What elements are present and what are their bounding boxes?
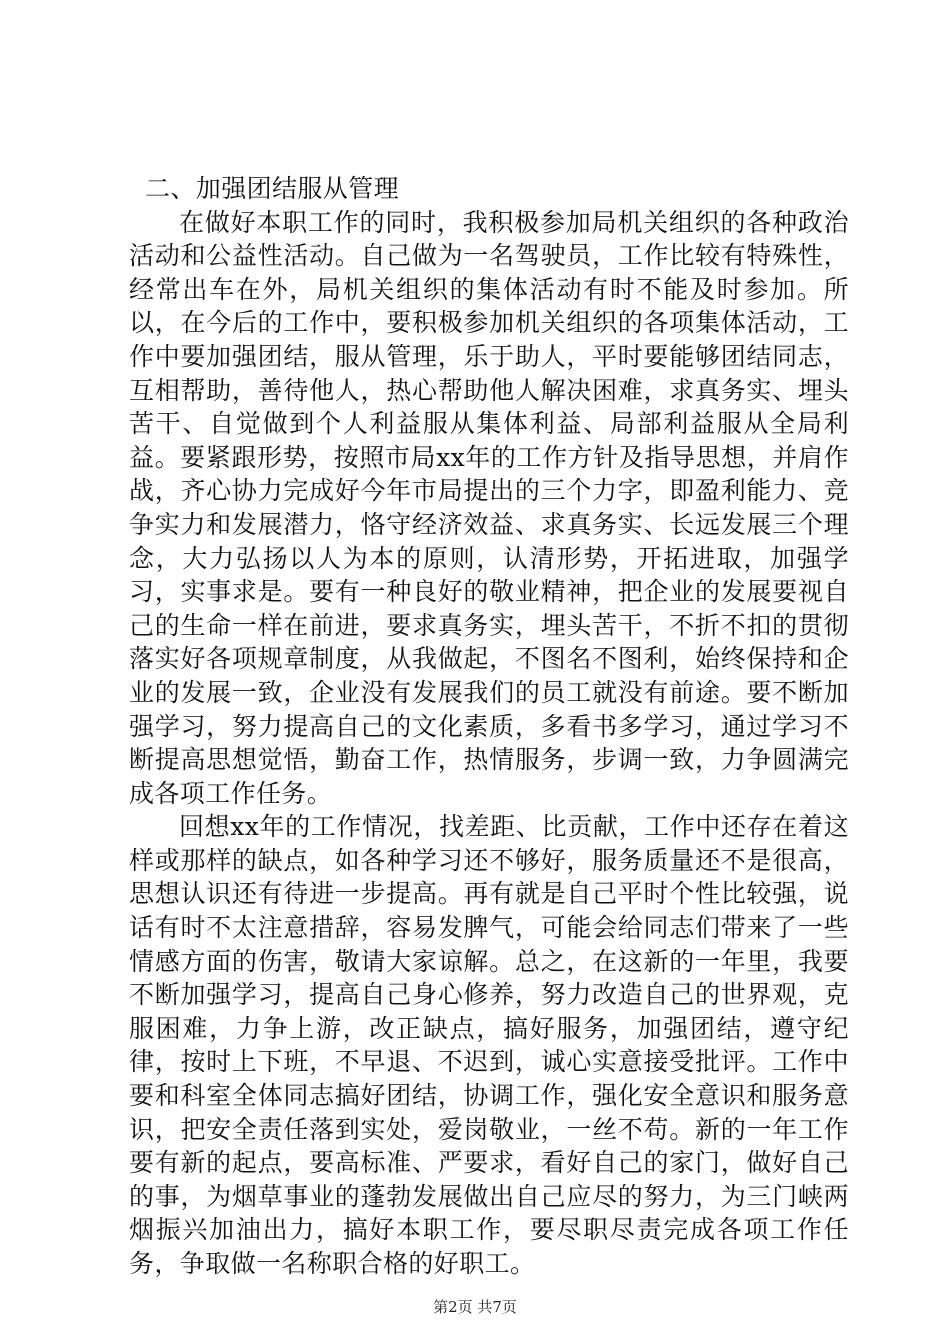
section-heading: 二、加强团结服从管理 (145, 174, 400, 203)
body-paragraph-1: 在做好本职工作的同时，我积极参加局机关组织的各种政治活动和公益性活动。自己做为一名驾驶员，工作比较有特殊性，经常出车在外，局机关组织的集体活动有时不能及时参加。所以，在今后的工作中，要积极参加机关组织的各项集体活动，工作中要加强团结，服从管理，乐于助人，平时要能够团结同志，互相帮助，善待他人，热心帮助他人解决困难，求真务实、埋头苦干、自觉做到个人利益服从集体利益、局部利益服从全局利益。要紧跟形势，按照市局xx年的工作方针及指导思想，并肩作战，齐心协力完成好今年市局提出的三个力字，即盈利能力、竞争实力和发展潜力，恪守经济效益、求真务实、长远发展三个理念，大力弘扬以人为本的原则，认清形势，开拓进取，加强学习，实事求是。要有一种良好的敬业精神，把企业的发展要视自己的生命一样在前进，要求真务实，埋头苦干，不折不扣的贯彻落实好各项规章制度，从我做起，不图名不图利，始终保持和企业的发展一致，企业没有发展我们的员工就没有前途。要不断加强学习，努力提高自己的文化素质，多看书多学习，通过学习不断提高思想觉悟，勤奋工作，热情服务，步调一致，力争圆满完成各项工作任务。 (129, 207, 849, 808)
document-body (129, 172, 849, 1281)
page-number-footer: 第2页 共7页 (433, 1298, 517, 1316)
body-paragraph-2: 回想xx年的工作情况，找差距、比贡献，工作中还存在着这样或那样的缺点，如各种学习还不够好，服务质量还不是很高，思想认识还有待进一步提高。再有就是自己平时个性比较强，说话有时不太注意措辞，容易发脾气，可能会给同志们带来了一些情感方面的伤害，敬请大家谅解。总之，在这新的一年里，我要不断加强学习，提高自己身心修养，努力改造自己的世界观，克服困难，力争上游，改正缺点，搞好服务，加强团结，遵守纪律，按时上下班，不早退、不迟到，诚心实意接受批评。工作中要和科室全体同志搞好团结，协调工作，强化安全意识和服务意识，把安全责任落到实处，爱岗敬业，一丝不苟。新的一年工作要有新的起点，要高标准、严要求，看好自己的家门，做好自己的事，为烟草事业的蓬勃发展做出自己应尽的努力，为三门峡两烟振兴加油出力，搞好本职工作，要尽职尽责完成各项工作任务，争取做一名称职合格的好职工。 (129, 812, 849, 1278)
